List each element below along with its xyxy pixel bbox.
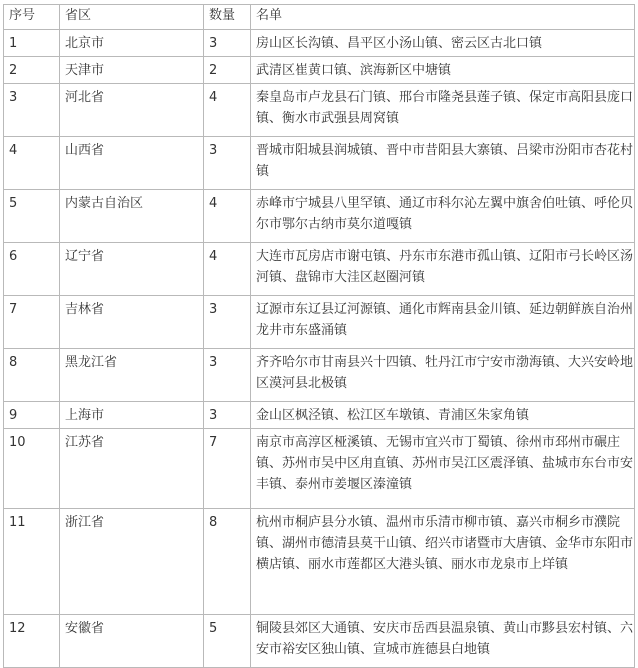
cell-no: 1 xyxy=(4,30,60,57)
cell-province: 辽宁省 xyxy=(60,243,204,296)
cell-count: 3 xyxy=(204,137,251,190)
header-row xyxy=(4,5,635,30)
table-row xyxy=(4,30,635,57)
cell-province: 河北省 xyxy=(60,84,204,137)
cell-count: 7 xyxy=(204,429,251,509)
header-province: 省区 xyxy=(60,5,204,30)
cell-names: 大连市瓦房店市谢屯镇、丹东市东港市孤山镇、辽阳市弓长岭区汤河镇、盘锦市大洼区赵圈河镇 xyxy=(251,243,635,296)
cell-province: 安徽省 xyxy=(60,615,204,668)
cell-count: 3 xyxy=(204,296,251,349)
cell-no: 4 xyxy=(4,137,60,190)
cell-names: 齐齐哈尔市甘南县兴十四镇、牡丹江市宁安市渤海镇、大兴安岭地区漠河县北极镇 xyxy=(251,349,635,402)
cell-names: 金山区枫泾镇、松江区车墩镇、青浦区朱家角镇 xyxy=(251,402,635,429)
cell-names: 房山区长沟镇、昌平区小汤山镇、密云区古北口镇 xyxy=(251,30,635,57)
cell-province: 黑龙江省 xyxy=(60,349,204,402)
table-row xyxy=(4,190,635,243)
cell-count: 2 xyxy=(204,57,251,84)
cell-names: 辽源市东辽县辽河源镇、通化市辉南县金川镇、延边朝鲜族自治州龙井市东盛涌镇 xyxy=(251,296,635,349)
cell-names: 武清区崔黄口镇、滨海新区中塘镇 xyxy=(251,57,635,84)
header-no: 序号 xyxy=(4,5,60,30)
cell-no: 2 xyxy=(4,57,60,84)
cell-no: 3 xyxy=(4,84,60,137)
cell-names: 秦皇岛市卢龙县石门镇、邢台市隆尧县莲子镇、保定市高阳县庞口镇、衡水市武强县周窝镇 xyxy=(251,84,635,137)
cell-no: 10 xyxy=(4,429,60,509)
table-row xyxy=(4,509,635,615)
table-row xyxy=(4,84,635,137)
cell-no: 8 xyxy=(4,349,60,402)
cell-names: 晋城市阳城县润城镇、晋中市昔阳县大寨镇、吕梁市汾阳市杏花村镇 xyxy=(251,137,635,190)
cell-province: 浙江省 xyxy=(60,509,204,615)
cell-no: 12 xyxy=(4,615,60,668)
cell-no: 9 xyxy=(4,402,60,429)
cell-province: 吉林省 xyxy=(60,296,204,349)
cell-count: 4 xyxy=(204,190,251,243)
cell-count: 4 xyxy=(204,243,251,296)
cell-count: 5 xyxy=(204,615,251,668)
cell-names: 赤峰市宁城县八里罕镇、通辽市科尔沁左翼中旗舍伯吐镇、呼伦贝尔市鄂尔古纳市莫尔道嘎镇 xyxy=(251,190,635,243)
cell-province: 上海市 xyxy=(60,402,204,429)
cell-count: 8 xyxy=(204,509,251,615)
cell-names: 杭州市桐庐县分水镇、温州市乐清市柳市镇、嘉兴市桐乡市濮院镇、湖州市德清县莫干山镇、绍兴市诸暨市大唐镇、金华市东阳市横店镇、丽水市莲都区大港头镇、丽水市龙泉市上垟镇 xyxy=(251,509,635,615)
table-row xyxy=(4,349,635,402)
table-body xyxy=(4,30,635,668)
header-count: 数量 xyxy=(204,5,251,30)
cell-count: 3 xyxy=(204,402,251,429)
table-row xyxy=(4,429,635,509)
cell-names: 南京市高淳区桠溪镇、无锡市宜兴市丁蜀镇、徐州市邳州市碾庄镇、苏州市吴中区甪直镇、苏州市吴江区震泽镇、盐城市东台市安丰镇、泰州市姜堰区溱潼镇 xyxy=(251,429,635,509)
cell-province: 江苏省 xyxy=(60,429,204,509)
town-list-table xyxy=(3,4,635,668)
table-row xyxy=(4,296,635,349)
cell-no: 5 xyxy=(4,190,60,243)
cell-no: 11 xyxy=(4,509,60,615)
cell-province: 内蒙古自治区 xyxy=(60,190,204,243)
cell-province: 天津市 xyxy=(60,57,204,84)
cell-count: 4 xyxy=(204,84,251,137)
cell-count: 3 xyxy=(204,30,251,57)
cell-count: 3 xyxy=(204,349,251,402)
cell-province: 山西省 xyxy=(60,137,204,190)
table-row xyxy=(4,402,635,429)
table-row xyxy=(4,137,635,190)
cell-no: 7 xyxy=(4,296,60,349)
cell-no: 6 xyxy=(4,243,60,296)
header-names: 名单 xyxy=(251,5,635,30)
table-row xyxy=(4,615,635,668)
table-row xyxy=(4,243,635,296)
table-row xyxy=(4,57,635,84)
cell-names: 铜陵县郊区大通镇、安庆市岳西县温泉镇、黄山市黟县宏村镇、六安市裕安区独山镇、宣城市旌德县白地镇 xyxy=(251,615,635,668)
cell-province: 北京市 xyxy=(60,30,204,57)
